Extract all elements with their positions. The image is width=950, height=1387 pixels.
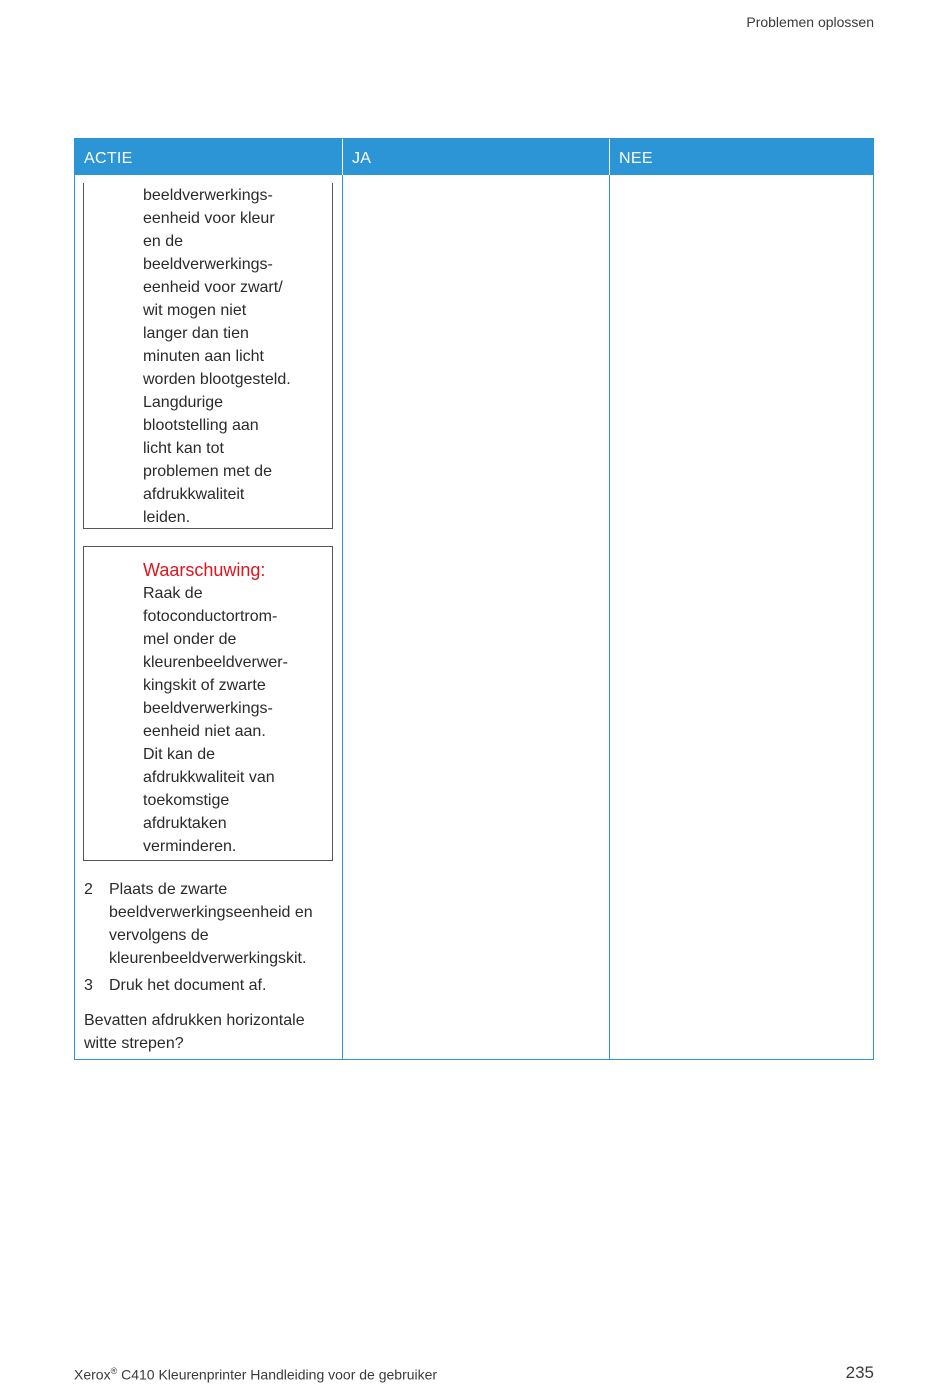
step-number: 3	[84, 977, 93, 994]
header-actie: ACTIE	[84, 150, 133, 167]
note-text: beeldverwerkings- eenheid voor kleur en de beeldverwerkings- eenheid voor zwart/ wit mogen niet langer dan tien minuten aan licht worden blootgesteld. Langdurige blootstelling aan licht kan tot problemen met de afdrukkwaliteit leiden.	[143, 187, 291, 526]
warning-text: Raak de fotoconductortrom- mel onder de kleurenbeeldverwer- kingskit of zwarte beeldverwerkings- eenheid niet aan. Dit kan de afdrukkwaliteit van toekomstige afdruktaken verminderen.	[143, 585, 288, 855]
step-list	[84, 878, 334, 1001]
registered-mark: ®	[110, 1366, 118, 1376]
table-row	[75, 175, 873, 1059]
running-header: Problemen oplossen	[746, 14, 874, 30]
footer-doc-title: C410 Kleurenprinter Handleiding voor de gebruiker	[117, 1366, 438, 1383]
cell-ja	[342, 175, 609, 1059]
step-text: Druk het document af.	[109, 977, 267, 994]
step-item	[84, 974, 334, 997]
cell-actie	[75, 175, 342, 1059]
warning-title: Waarschuwing:	[143, 560, 266, 580]
page-number: 235	[845, 1363, 874, 1382]
step-number: 2	[84, 881, 93, 898]
cell-nee	[609, 175, 873, 1059]
footer-title	[74, 1366, 437, 1383]
troubleshooting-table	[74, 138, 874, 1060]
step-text: Plaats de zwarte beeldverwerkingseenheid en vervolgens de kleurenbeeldverwerkingskit.	[109, 881, 313, 967]
step-item	[84, 878, 334, 970]
table-header-row	[75, 139, 873, 175]
footer-brand: Xerox	[74, 1366, 111, 1383]
header-nee: NEE	[609, 139, 873, 175]
question-text: Bevatten afdrukken horizontale witte strepen?	[84, 1012, 305, 1052]
note-box	[83, 183, 333, 529]
warning-box	[83, 546, 333, 861]
header-ja: JA	[342, 139, 609, 175]
